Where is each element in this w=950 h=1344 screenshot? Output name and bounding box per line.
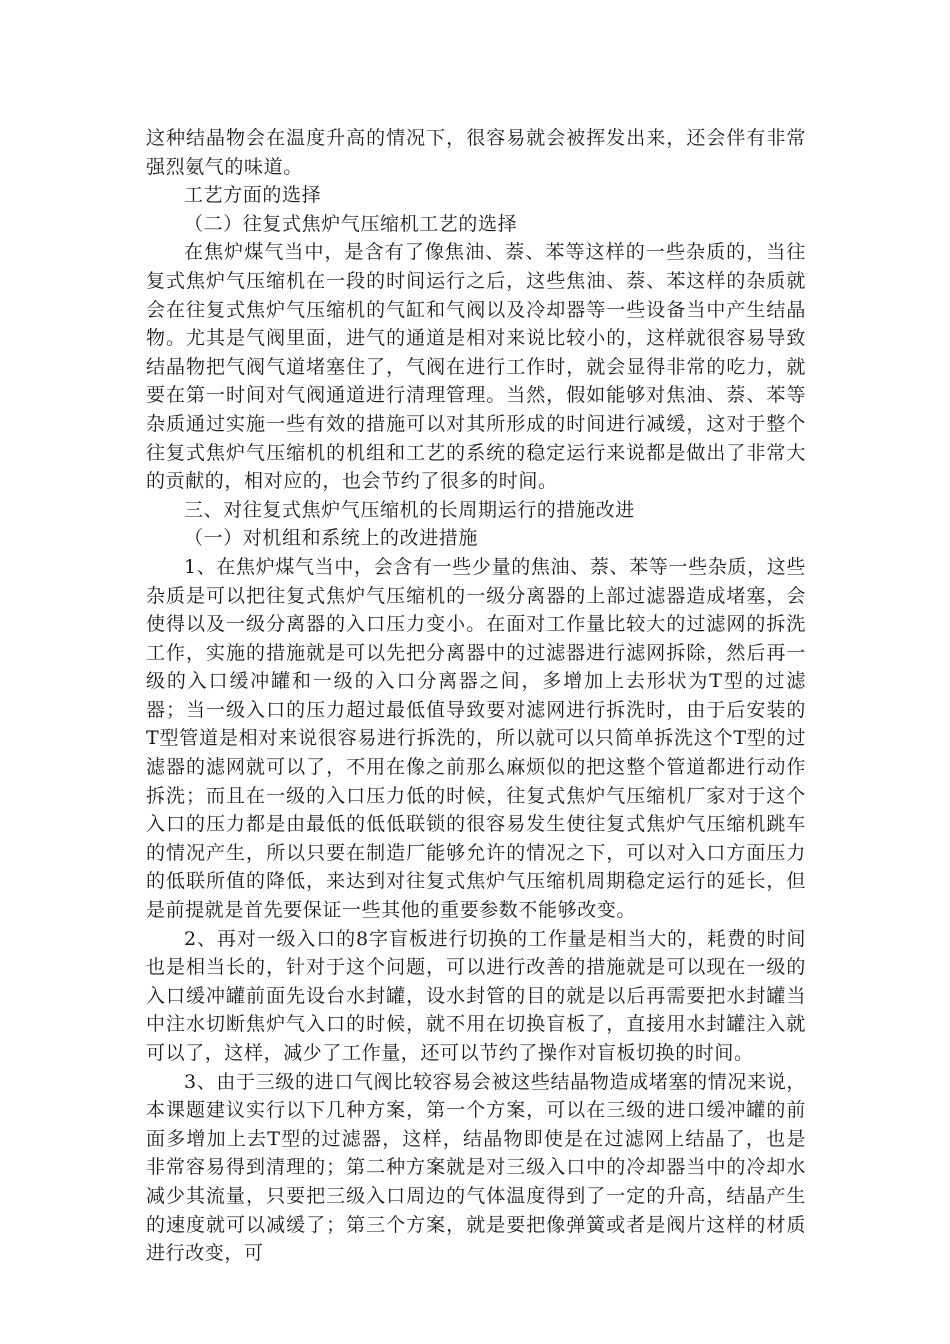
paragraph: 1、在焦炉煤气当中，会含有一些少量的焦油、萘、苯等一些杂质，这些杂质是可以把往复式焦炉气压缩机的一级分离器的上部过滤器造成堵塞，会使得以及一级分离器的入口压力变小。在面对工作量比较大的过滤网的拆洗工作，实施的措施就是可以先把分离器中的过滤器进行滤网拆除，然后再一级的入口缓冲罐和一级的入口分离器之间，多增加上去形状为T型的过滤器；当一级入口的压力超过最低值导致要对滤网进行拆洗时，由于后安装的T型管道是相对来说很容易进行拆洗的，所以就可以只简单拆洗这个T型的过滤器的滤网就可以了，不用在像之前那么麻烦似的把这整个管道都进行动作拆洗；而且在一级的入口压力低的时候，往复式焦炉气压缩机厂家对于这个入口的压力都是由最低的低低联锁的很容易发生使往复式焦炉气压缩机跳车的情况产生，所以只要在制造厂能够允许的情况之下，可以对入口方面压力的低联所值的降低，来达到对往复式焦炉气压缩机周期稳定运行的延长，但是前提就是首先要保证一些其他的重要参数不能够改变。 — [146, 555, 806, 922]
paragraph: 在焦炉煤气当中，是含有了像焦油、萘、苯等这样的一些杂质的，当往复式焦炉气压缩机在一段的时间运行之后，这些焦油、萘、苯这样的杂质就会在往复式焦炉气压缩机的气缸和气阀以及冷却器等一些设备当中产生结晶物。尤其是气阀里面，进气的通道是相对来说比较小的，这样就很容易导致结晶物把气阀气道堵塞住了，气阀在进行工作时，就会显得非常的吃力，就要在第一时间对气阀通道进行清理管理。当然，假如能够对焦油、萘、苯等杂质通过实施一些有效的措施可以对其所形成的时间进行减缓，这对于整个往复式焦炉气压缩机的机组和工艺的系统的稳定运行来说都是做出了非常大的贡献的，相对应的，也会节约了很多的时间。 — [146, 241, 806, 493]
section-heading: 三、对往复式焦炉气压缩机的长周期运行的措施改进 — [184, 498, 635, 521]
section-heading: （二）往复式焦炉气压缩机工艺的选择 — [184, 212, 518, 235]
paragraph: 2、再对一级入口的8字盲板进行切换的工作量是相当大的，耗费的时间也是相当长的，针对于这个问题，可以进行改善的措施就是可以现在一级的入口缓冲罐前面先设台水封罐，设水封管的目的就是以后再需要把水封罐当中注水切断焦炉气入口的时候，就不用在切换盲板了，直接用水封罐注入就可以了，这样，减少了工作量，还可以节约了操作对盲板切换的时间。 — [146, 927, 806, 1064]
document-body — [146, 124, 806, 1268]
section-heading: （一）对机组和系统上的改进措施 — [184, 527, 479, 550]
paragraph: 3、由于三级的进口气阀比较容易会被这些结晶物造成堵塞的情况来说，本课题建议实行以下几种方案，第一个方案，可以在三级的进口缓冲罐的前面多增加上去T型的过滤器，这样，结晶物即使是在过滤网上结晶了，也是非常容易得到清理的；第二种方案就是对三级入口中的冷却器当中的冷却水减少其流量，只要把三级入口周边的气体温度得到了一定的升高，结晶产生的速度就可以减缓了；第三个方案，就是要把像弹簧或者是阀片这样的材质进行改变，可 — [146, 1070, 806, 1265]
paragraph: 这种结晶物会在温度升高的情况下，很容易就会被挥发出来，还会伴有非常强烈氨气的味道。 — [146, 127, 806, 178]
section-heading: 工艺方面的选择 — [184, 184, 322, 207]
